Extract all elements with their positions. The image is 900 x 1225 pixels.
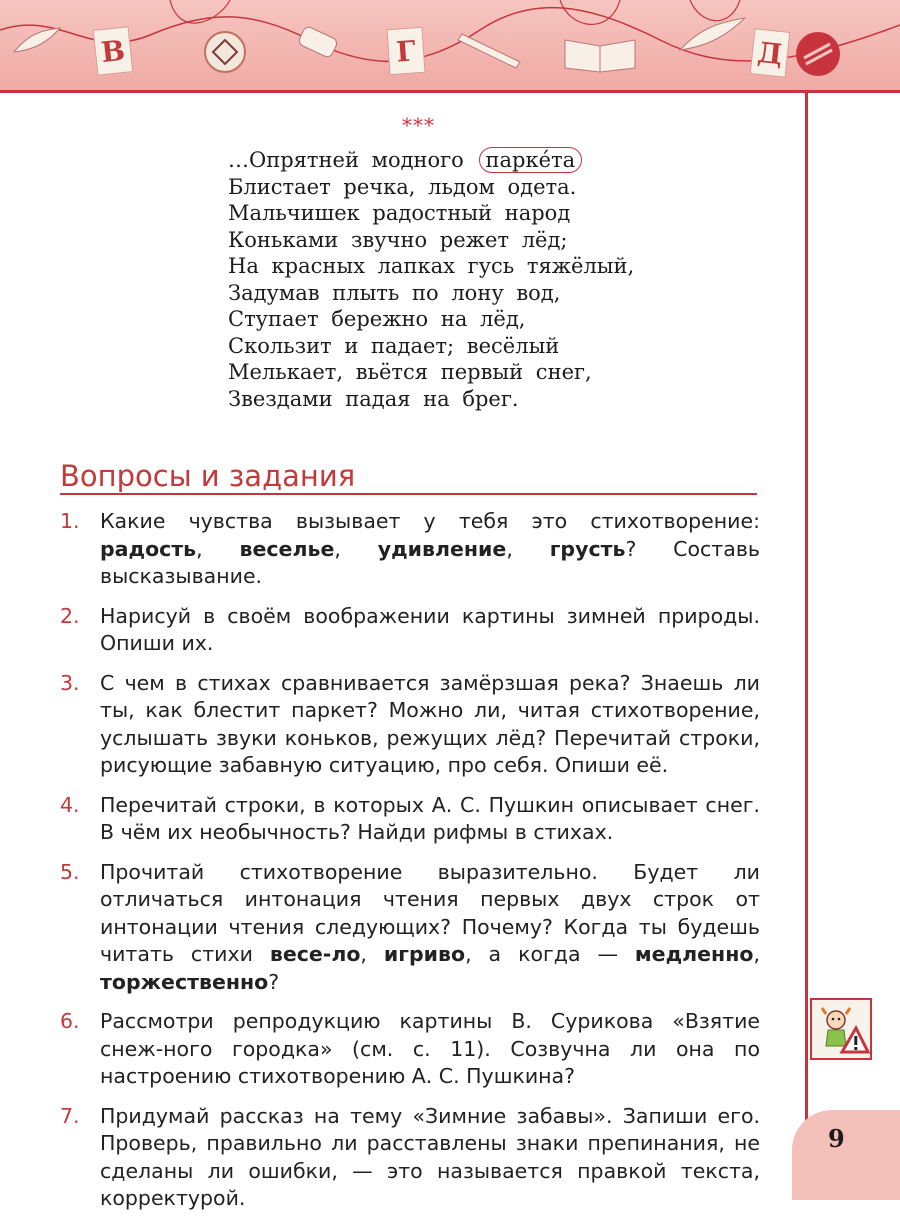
question-emphasis: торжественно (100, 969, 269, 994)
question-text (100, 1009, 760, 1088)
questions-list (60, 508, 760, 1225)
question-text-part: , (360, 942, 384, 966)
question-text (100, 793, 760, 845)
question-emphasis: веселье (239, 536, 335, 561)
poem-line: Блистает речка, льдом одета. (228, 174, 577, 199)
question-item (60, 859, 760, 997)
question-emphasis: радость (100, 536, 197, 561)
page-tab (792, 1110, 900, 1200)
letter-tile-g: Г (386, 27, 425, 75)
girl-warning-icon (812, 1000, 870, 1058)
question-number: 6. (60, 1009, 80, 1033)
question-text-part: Перечитай строки, в которых А. С. Пушкин описывает снег. В чём их необычность? Найди рифмы в стихах. (100, 792, 760, 844)
question-number: 4. (60, 792, 80, 817)
right-margin-rule (805, 90, 808, 1200)
poem-line (228, 147, 634, 174)
question-text (100, 671, 760, 778)
question-text-part: Рассмотри репродукцию картины В. Сурикова «Взятие снеж-ного городка» (см. с. 11). Созвучна ли она по настроению стихотворению А. С. Пушкина? (100, 1009, 760, 1088)
question-text-part: ? (268, 969, 280, 994)
poem-stars: *** (402, 113, 435, 137)
poem-line: Задумав плыть по лону вод, (228, 280, 561, 305)
circled-word: паркéта (479, 147, 583, 173)
question-text-part: Придумай рассказ на тему «Зимние забавы». Запиши его. Проверь, правильно ли расставлены знаки препинания, не сделаны ли ошибки, — это называется правкой текста, корректурой. (100, 1103, 760, 1210)
page-number: 9 (828, 1124, 845, 1153)
question-text-part: , (334, 536, 378, 561)
poem-lines (228, 147, 634, 412)
question-item (60, 603, 760, 658)
question-item (60, 1008, 760, 1091)
poem-line: На красных лапках гусь тяжёлый, (228, 254, 635, 278)
section-title-rule (60, 493, 757, 495)
question-number: 1. (60, 509, 80, 533)
question-item (60, 792, 760, 847)
question-text-part: , (506, 536, 550, 561)
poem-line: Звездами падая на брег. (228, 386, 519, 411)
question-emphasis: игриво (383, 942, 466, 966)
question-text-part: , (753, 942, 760, 966)
question-text-part: Какие чувства вызывает у тебя это стихотворение: (100, 509, 760, 533)
question-emphasis: грусть (549, 536, 626, 561)
question-text (100, 1104, 760, 1211)
poem-line: Коньками звучно режет лёд; (228, 227, 568, 252)
question-text-part: , а когда — (465, 942, 635, 966)
question-text-part: , (196, 536, 240, 561)
question-text (100, 604, 760, 656)
question-text-part: С чем в стихах сравнивается замёрзшая река? Знаешь ли ты, как блестит паркет? Можно ли, читая стихотворение, услышать звуки коньков, режущих лёд? Перечитай строки, рисующие забавную ситуацию, про себя. Опиши её. (100, 670, 760, 777)
question-text-part: ? Составь высказывание. (100, 536, 760, 588)
question-number: 5. (60, 859, 80, 884)
poem-line-prefix: …Опрятней модного (228, 148, 464, 172)
question-item (60, 670, 760, 780)
poem-line: Мальчишек радостный народ (228, 201, 571, 225)
question-number: 7. (60, 1103, 80, 1128)
header-rule (0, 90, 900, 93)
question-text-part: Прочитай стихотворение выразительно. Будет ли отличаться интонация чтения первых двух строк от интонации чтения следующих? Почему? Когда ты будешь читать стихи (100, 859, 760, 966)
question-text-part: Нарисуй в своём воображении картины зимней природы. Опиши их. (100, 603, 760, 655)
question-text (100, 509, 760, 588)
letter-tile-v: В (93, 26, 134, 76)
letter-tile-d: Д (750, 28, 791, 78)
question-item (60, 1103, 760, 1213)
question-emphasis: удивление (377, 536, 507, 561)
poem-line: Скользит и падает; весёлый (228, 333, 560, 358)
question-text (100, 860, 760, 994)
question-item (60, 508, 760, 591)
warning-icon (810, 998, 872, 1060)
poem-line: Мелькает, вьётся первый снег, (228, 360, 592, 384)
question-number: 2. (60, 603, 80, 628)
section-title: Вопросы и задания (60, 459, 356, 493)
header-band (0, 0, 900, 90)
question-emphasis: весе-ло (269, 942, 361, 966)
question-emphasis: медленно (634, 942, 754, 966)
question-number: 3. (60, 670, 80, 695)
poem-line: Ступает бережно на лёд, (228, 307, 526, 331)
